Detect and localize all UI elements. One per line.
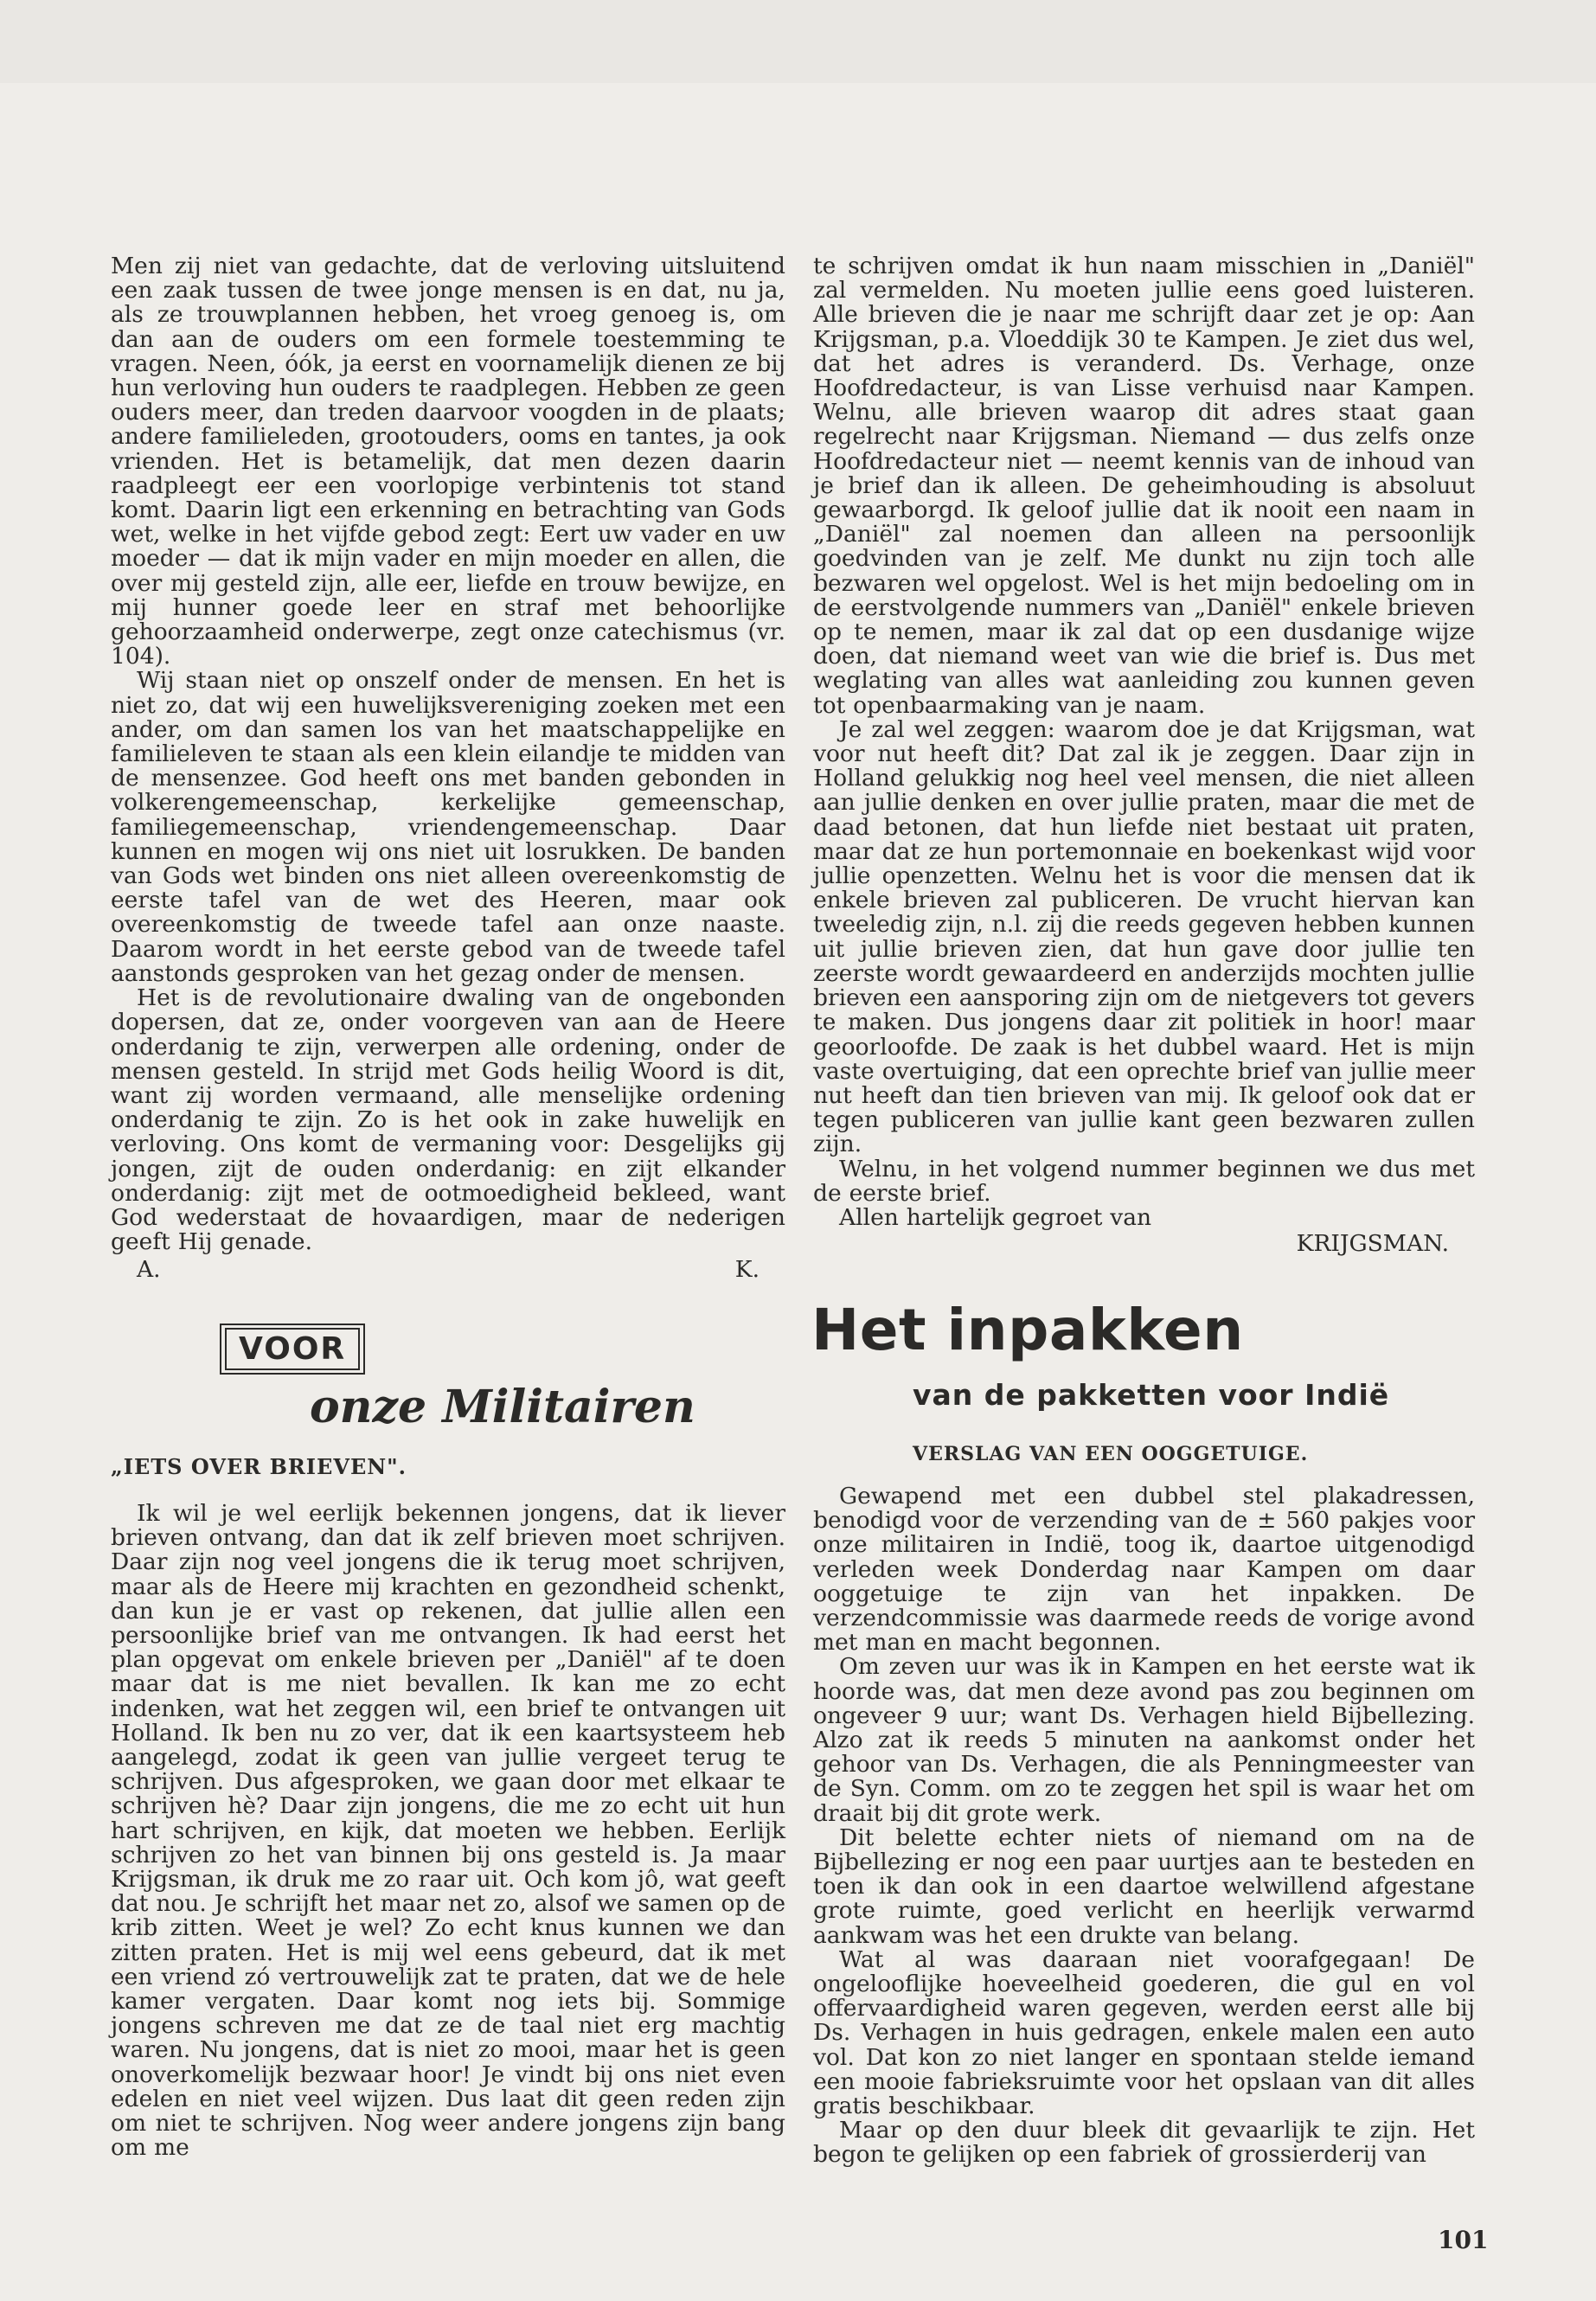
- brieven-heading: „IETS OVER BRIEVEN".: [111, 1454, 407, 1479]
- right-column-lower: [813, 1484, 1475, 2168]
- paragraph: Wij staan niet op onszelf onder de mensen. En het is niet zo, dat wij een huwelijksvereniging zoeken met een ander, om dan samen los van het maatschappelijke en familieleven te staan als een klein eilandje te midden van de mensenzee. God heeft ons met banden gebonden in volkerengemeenschap, kerkelijke gemeenschap, familiegemeenschap, vriendengemeenschap. Daar kunnen en mogen wij ons niet uit losrukken. De banden van Gods wet binden ons niet alleen overeenkomstig de eerste tafel van de wet des Heeren, maar ook overeenkomstig de tweede tafel aan onze naaste. Daarom wordt in het eerste gebod van de tweede tafel aanstonds gesproken van het gezag onder de mensen.: [111, 667, 785, 987]
- paragraph: Wat al was daaraan niet voorafgegaan! De ongelooflijke hoeveelheid goederen, die gul en vol offervaardigheid waren gegeven, werden eerst alle bij Ds. Verhagen in huis gedragen, enkele malen een auto vol. Dat kon zo niet langer en spontaan stelde iemand een mooie fabrieksruimte voor het opslaan van dit alles gratis beschikbaar.: [813, 1945, 1475, 2120]
- signature: KRIJGSMAN.: [1296, 1230, 1449, 1258]
- paragraph: Dit belette echter niets of niemand om na de Bijbellezing er nog een paar uurtjes aan te besteden en toen ik dan ook in een daartoe welwillend afgestane grote ruimte, goed verlicht en heerlijk verwarmd aankwam was het een drukte van belang.: [813, 1823, 1475, 1949]
- left-column: [111, 254, 785, 1283]
- paragraph: Ik wil je wel eerlijk bekennen jongens, dat ik liever brieven ontvang, dan dat ik zelf brieven moet schrijven. Daar zijn nog veel jongens die ik terug moet schrijven, maar als de Heere mij krachten en gezondheid schenkt, dan kun je er vast op rekenen, dat jullie allen een persoonlijke brief van me ontvangen. Ik had eerst het plan opgevat om enkele brieven per „Daniël" af te doen maar dat is me niet bevallen. Ik kan me zo echt indenken, wat het zeggen wil, een brief te ontvangen uit Holland. Ik ben nu zo ver, dat ik een kaartsysteem heb aangelegd, zodat ik geen van jullie vergeet terug te schrijven. Dus afgesproken, we gaan door met elkaar te schrijven hè? Daar zijn jongens, die me zo echt uit hun hart schrijven, en kijk, dat moeten we hebben. Eerlijk schrijven zo het van binnen bij ons gesteld is. Ja maar Krijgsman, ik druk me zo raar uit. Och kom jô, wat geeft dat nou. Je schrijft het maar net zo, alsof we samen op de krib zitten. Weet je wel? Zo echt knus kunnen we dan zitten praten. Het is mij wel eens gebeurd, dat ik met een vriend zó vertrouwelijk zat te praten, dat we de hele kamer vergaten. Daar komt nog iets bij. Sommige jongens schreven me dat ze de taal niet erg machtig waren. Nu jongens, dat is niet zo mooi, maar het is geen onoverkomelijk bezwaar hoor! Je vindt bij ons niet even edelen en niet veel wijzen. Dus laat dit geen reden zijn om niet te schrijven. Nog weer andere jongens zijn bang om me: [111, 1500, 786, 2162]
- article-byline: VERSLAG VAN EEN OOGGETUIGE.: [913, 1443, 1309, 1465]
- paragraph: Allen hartelijk gegroet van: [839, 1203, 1152, 1231]
- magazine-page: [0, 83, 1596, 2301]
- article-subtitle: van de pakketten voor Indië: [913, 1378, 1390, 1412]
- page-number: 101: [1438, 2226, 1489, 2254]
- signature-left: A.: [137, 1256, 161, 1284]
- right-column: [813, 254, 1475, 1256]
- paragraph: te schrijven omdat ik hun naam misschien in „Daniël" zal vermelden. Nu moeten jullie eens goed luisteren. Alle brieven die je naar me schrijft daar zet je op: Aan Krijgsman, p.a. Vloeddijk 30 te Kampen. Je ziet dus wel, dat het adres is veranderd. Ds. Verhage, onze Hoofdredacteur, is van Lisse verhuisd naar Kampen. Welnu, alle brieven waarop dit adres staat gaan regelrecht naar Krijgsman. Niemand — dus zelfs onze Hoofdredacteur niet — neemt kennis van de inhoud van je brief dan ik alleen. De geheimhouding is absoluut gewaarborgd. Ik geloof jullie dat ik nooit een naam in „Daniël" zal noemen dan alleen na persoonlijk goedvinden van je zelf. Me dunkt nu zijn toch alle bezwaren wel opgelost. Wel is het mijn bedoeling om in de eerstvolgende nummers van „Daniël" enkele brieven op te nemen, maar ik zal dat op een dusdanige wijze doen, dat niemand weet van wie die brief is. Dus met weglating van alles wat aanleiding zou kunnen geven tot openbaarmaking van je naam.: [813, 253, 1475, 719]
- paragraph: Je zal wel zeggen: waarom doe je dat Krijgsman, wat voor nut heeft dit? Dat zal ik je zeggen. Daar zijn in Holland gelukkig nog heel veel mensen, die niet alleen aan jullie denken en over jullie praten, maar die met de daad betonen, dat hun liefde niet bestaat uit praten, maar dat ze hun portemonnaie en boekenkast wijd voor jullie openzetten. Welnu het is voor die mensen dat ik enkele brieven zal publiceren. De vrucht hiervan kan tweeledig zijn, n.l. zij die reeds gegeven hebben kunnen uit jullie brieven zien, dat hun gave door jullie ten zeerste wordt gewaardeerd en anderzijds mochten jullie brieven een aansporing zijn om de nietgevers tot gevers te maken. Dus jongens daar zit politiek in hoor! maar geoorloofde. De zaak is het dubbel waard. Het is mijn vaste overtuiging, dat een oprechte brief van jullie meer nut heeft dan tien brieven van mij. Ik geloof ook dat er tegen publiceren van jullie kant geen bezwaren zullen zijn.: [813, 715, 1475, 1158]
- voor-badge: [220, 1324, 365, 1375]
- paragraph: Welnu, in het volgend nummer beginnen we dus met de eerste brief.: [813, 1155, 1475, 1207]
- article-title: Het inpakken: [811, 1297, 1244, 1363]
- paragraph: Men zij niet van gedachte, dat de verloving uitsluitend een zaak tussen de twee jonge mensen is en dat, nu ja, als ze trouwplannen hebben, het vroeg genoeg is, om dan aan de ouders om een formele toestemming te vragen. Neen, óók, ja eerst en voornamelijk dienen ze bij hun verloving hun ouders te raadplegen. Hebben ze geen ouders meer, dan treden daarvoor voogden in de plaats; andere familieleden, grootouders, ooms en tantes, ja ook vrienden. Het is betamelijk, dat men dezen daarin raadpleegt eer een voorlopige verbintenis tot stand komt. Daarin ligt een erkenning en betrachting van Gods wet, welke in het vijfde gebod zegt: Eert uw vader en uw moeder — dat ik mijn vader en mijn moeder en allen, die over mij gesteld zijn, alle eer, liefde en trouw bewijze, en mij hunner goede leer en straf met behoorlijke gehoorzaamheid onderwerpe, zegt onze catechismus (vr. 104).: [111, 253, 785, 670]
- signature-row: [111, 1258, 785, 1282]
- signature-right: K.: [734, 1256, 760, 1284]
- voor-label: VOOR: [225, 1328, 360, 1370]
- militairen-heading: onze Militairen: [310, 1381, 695, 1433]
- paragraph: Om zeven uur was ik in Kampen en het eerste wat ik hoorde was, dat men deze avond pas zou beginnen om ongeveer 9 uur; want Ds. Verhagen hield Bijbellezing. Alzo zat ik reeds 5 minuten na aankomst onder het gehoor van Ds. Verhagen, die als Penningmeester van de Syn. Comm. om zo te zeggen het spil is waar het om draait bij dit grote werk.: [813, 1653, 1475, 1827]
- paragraph: Gewapend met een dubbel stel plakadressen, benodigd voor de verzending van de ± 560 pakjes voor onze militairen in Indië, toog ik, daartoe uitgenodigd verleden week Donderdag naar Kampen om daar ooggetuige te zijn van het inpakken. De verzendcommissie was daarmede reeds de vorige avond met man en macht begonnen.: [813, 1483, 1475, 1657]
- paragraph: Maar op den duur bleek dit gevaarlijk te zijn. Het begon te gelijken op een fabriek of grossierderij van: [813, 2117, 1475, 2169]
- paragraph: Het is de revolutionaire dwaling van de ongebonden dopersen, dat ze, onder voorgeven van aan de Heere onderdanig te zijn, verwerpen alle ordening, onder de mensen gesteld. In strijd met Gods heilig Woord is dit, want zij worden vermaand, alle menselijke ordening onderdanig te zijn. Zo is het ook in zake huwelijk en verloving. Ons komt de vermaning voor: Desgelijks gij jongen, zijt de ouden onderdanig: en zijt elkander onderdanig: zijt met de ootmoedigheid bekleed, want God wederstaat de hovaardigen, maar de nederigen geeft Hij genade.: [111, 984, 785, 1256]
- left-column-lower: [111, 1502, 785, 2160]
